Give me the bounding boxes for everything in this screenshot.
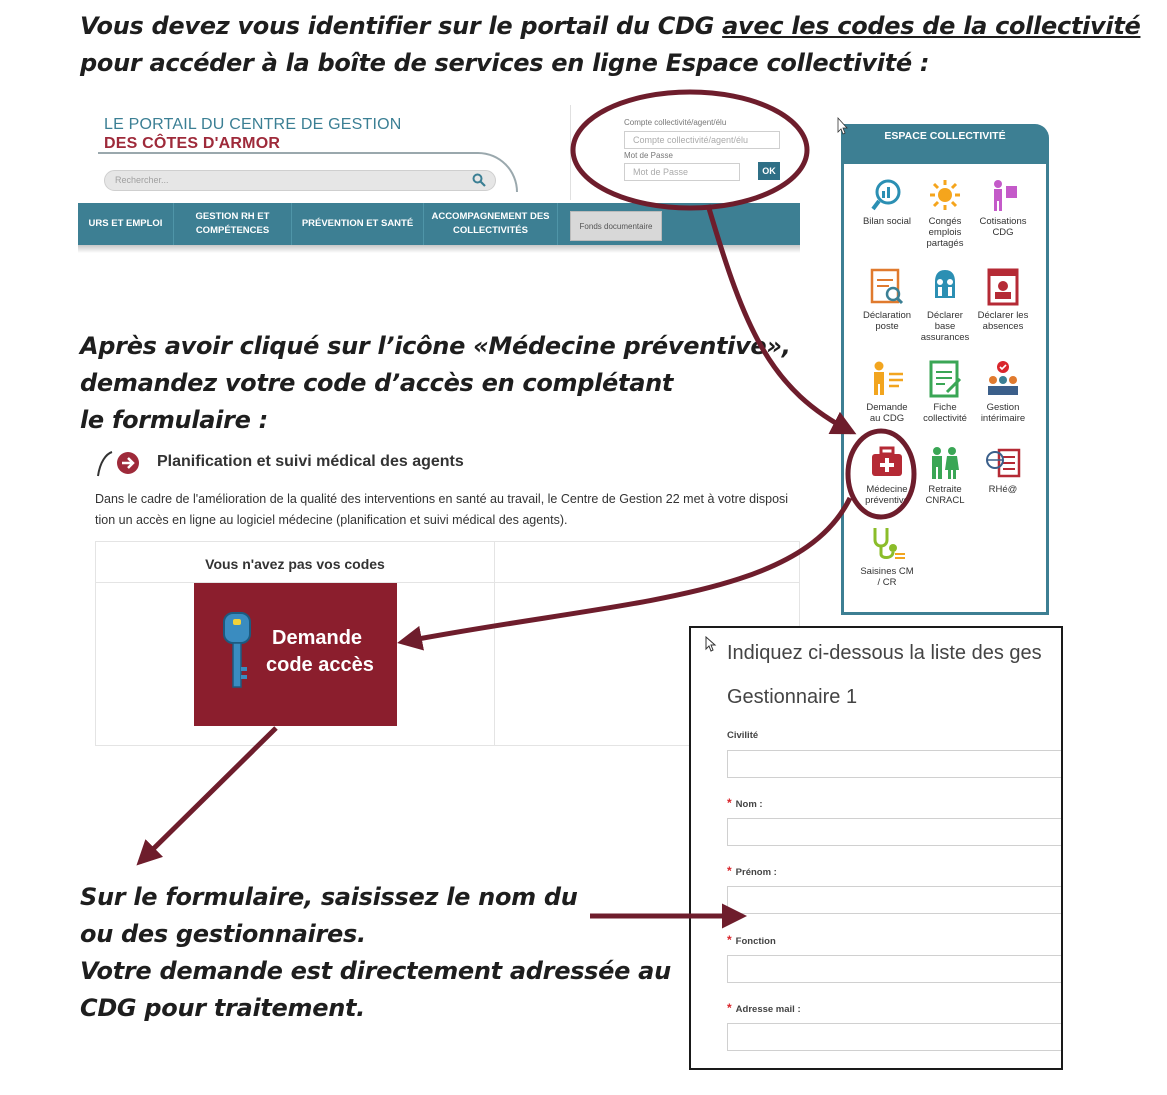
step2-line3: le formulaire : xyxy=(80,406,268,434)
fonction-label-text: Fonction xyxy=(735,936,776,947)
tile-label: Congés emplois partagés xyxy=(926,216,964,249)
nav-fonds-documentaire[interactable]: Fonds documentaire xyxy=(570,211,662,241)
tile-label: Médecine préventive xyxy=(865,484,909,506)
tile-label: Gestion intérimaire xyxy=(980,402,1026,424)
civilite-label-text: Civilité xyxy=(727,730,759,741)
form-gestionnaire-title: Gestionnaire 1 xyxy=(727,686,858,708)
step2-line1: Après avoir cliqué sur l’icône «Médecine préventive», xyxy=(80,332,791,360)
espace-title: ESPACE COLLECTIVITÉ xyxy=(841,124,1049,164)
cursor-icon xyxy=(838,118,847,134)
tile-label: Cotisations CDG xyxy=(979,216,1027,238)
password-label: Mot de Passe xyxy=(624,151,673,160)
tile-label: Déclarer les absences xyxy=(977,310,1029,332)
required-star-icon: * xyxy=(727,796,732,810)
step3-line2: ou des gestionnaires. xyxy=(80,920,366,948)
tile-label: Saisines CM / CR xyxy=(860,566,914,588)
nav-item-prevention[interactable]: PRÉVENTION ET SANTÉ xyxy=(292,203,424,245)
step2-line2: demandez votre code d’accès en complétant xyxy=(80,369,674,397)
step3-line1: Sur le formulaire, saisissez le nom du xyxy=(80,883,578,911)
login-highlight-circle xyxy=(573,92,807,208)
arrow-to-demande xyxy=(402,498,850,642)
portal-title-line1: LE PORTAIL DU CENTRE DE GESTION xyxy=(104,116,402,133)
adresse-mail-label-text: Adresse mail : xyxy=(735,1004,801,1015)
ok-button[interactable]: OK xyxy=(758,162,780,180)
nav-item-accompagnement[interactable]: ACCOMPAGNEMENT DES COLLECTIVITÉS xyxy=(424,203,558,245)
nom-label-text: Nom : xyxy=(735,799,763,810)
tile-label: Déclarer base assurances xyxy=(920,310,970,343)
account-label: Compte collectivité/agent/élu xyxy=(624,118,727,127)
tile-label: Fiche collectivité xyxy=(923,402,967,424)
step3-line4: CDG pour traitement. xyxy=(80,994,365,1022)
tile-label: RHé@ xyxy=(988,484,1018,495)
portal-title-line2: DES CÔTES D'ARMOR xyxy=(104,135,281,152)
arrow-to-medecine xyxy=(708,205,852,432)
nav-item-emploi[interactable]: URS ET EMPLOI xyxy=(78,203,174,245)
intro-line2: pour accéder à la boîte de services en ligne Espace collectivité : xyxy=(80,49,930,77)
step3-line3: Votre demande est directement adressée au xyxy=(80,957,671,985)
tile-label: Demande au CDG xyxy=(866,402,908,424)
medecine-highlight-circle xyxy=(848,431,914,517)
intro-line1: Vous devez vous identifier sur le portail du CDG xyxy=(80,12,723,40)
account-input[interactable]: Compte collectivité/agent/élu xyxy=(624,131,780,149)
form-intro: Indiquez ci-dessous la liste des ges xyxy=(727,642,1042,664)
demande-button-line1: Demande xyxy=(272,627,363,649)
planification-title: Planification et suivi médical des agents xyxy=(157,453,464,470)
intro-underlined-text: avec les codes de la collectivité xyxy=(722,12,1141,40)
required-star-icon: * xyxy=(727,864,732,878)
tile-label: Bilan social xyxy=(862,216,912,227)
search-input[interactable]: Rechercher... xyxy=(104,170,496,191)
tile-label: Déclaration poste xyxy=(862,310,912,332)
required-star-icon: * xyxy=(727,1001,732,1015)
codes-label: Vous n'avez pas vos codes xyxy=(205,556,385,572)
tile-label: Retraite CNRACL xyxy=(925,484,965,506)
required-star-icon: * xyxy=(727,933,732,947)
arrow-to-step3 xyxy=(140,728,276,862)
prenom-label-text: Prénom : xyxy=(735,867,777,878)
nav-item-gestion-rh[interactable]: GESTION RH ET COMPÉTENCES xyxy=(174,203,292,245)
planification-text-line1: Dans le cadre de l'amélioration de la qualité des interventions en santé au travail, le Centre de Gestion 22 met à votre disposi xyxy=(95,492,789,506)
password-input[interactable]: Mot de Passe xyxy=(624,163,740,181)
planification-text-line2: tion un accès en ligne au logiciel médecine (planification et suivi médical des agents). xyxy=(95,513,568,527)
demande-button-line2: code accès xyxy=(266,654,374,676)
